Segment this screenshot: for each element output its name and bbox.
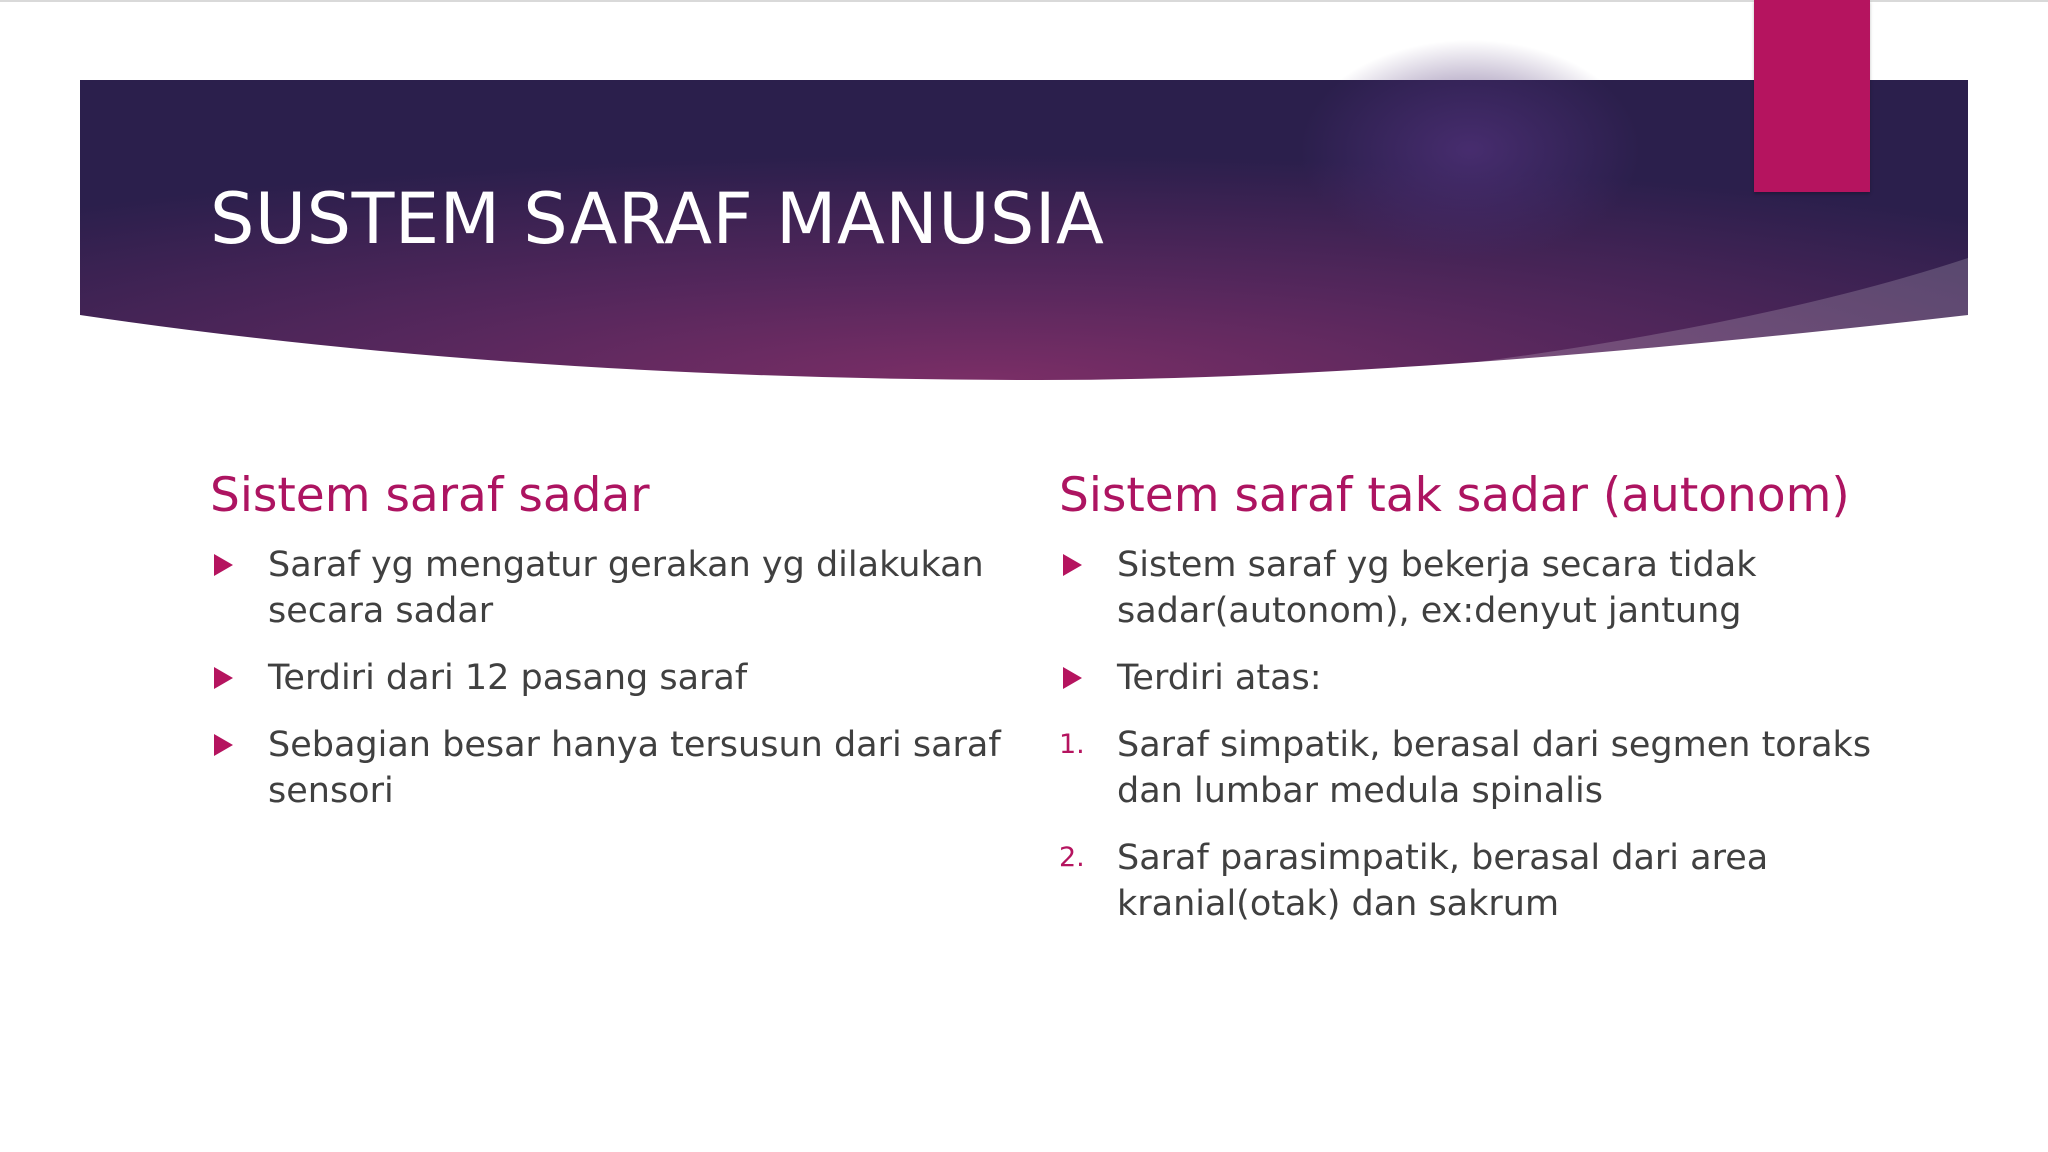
- slide-title: SUSTEM SARAF MANUSIA: [210, 178, 1105, 260]
- right-column: [1059, 464, 1879, 948]
- list-item-text: Saraf parasimpatik, berasal dari area kranial(otak) dan sakrum: [1117, 838, 1769, 924]
- list-number: 2.: [1059, 842, 1085, 873]
- arrow-icon: [1063, 554, 1082, 576]
- bullet-marker: [210, 730, 240, 760]
- list-number: 1.: [1059, 729, 1085, 760]
- arrow-icon: [214, 554, 233, 576]
- left-column: [210, 464, 1010, 835]
- list-item: [210, 722, 1010, 814]
- list-item: [1059, 542, 1879, 634]
- list-item-text: Sebagian besar hanya tersusun dari saraf sensori: [268, 725, 1001, 811]
- arrow-icon: [214, 667, 233, 689]
- list-item: [210, 542, 1010, 634]
- list-item-text: Saraf yg mengatur gerakan yg dilakukan secara sadar: [268, 545, 984, 631]
- left-heading: Sistem saraf sadar: [210, 468, 650, 523]
- list-item-text: Terdiri atas:: [1117, 658, 1322, 698]
- list-item: [1059, 835, 1879, 927]
- arrow-icon: [214, 734, 233, 756]
- right-heading: Sistem saraf tak sadar (autonom): [1059, 468, 1850, 523]
- list-item: [1059, 722, 1879, 814]
- right-bullet-list: [1059, 542, 1879, 927]
- bullet-marker: [210, 663, 240, 693]
- list-item-text: Sistem saraf yg bekerja secara tidak sadar(autonom), ex:denyut jantung: [1117, 545, 1757, 631]
- arrow-icon: [1063, 667, 1082, 689]
- list-item: [1059, 655, 1879, 701]
- bullet-marker: [1059, 550, 1089, 580]
- bullet-marker: [1059, 663, 1089, 693]
- list-item-text: Terdiri dari 12 pasang saraf: [268, 658, 748, 698]
- list-item: [210, 655, 1010, 701]
- list-item-text: Saraf simpatik, berasal dari segmen toraks dan lumbar medula spinalis: [1117, 725, 1872, 811]
- left-bullet-list: [210, 542, 1010, 814]
- accent-tab: [1754, 0, 1870, 192]
- bullet-marker: [210, 550, 240, 580]
